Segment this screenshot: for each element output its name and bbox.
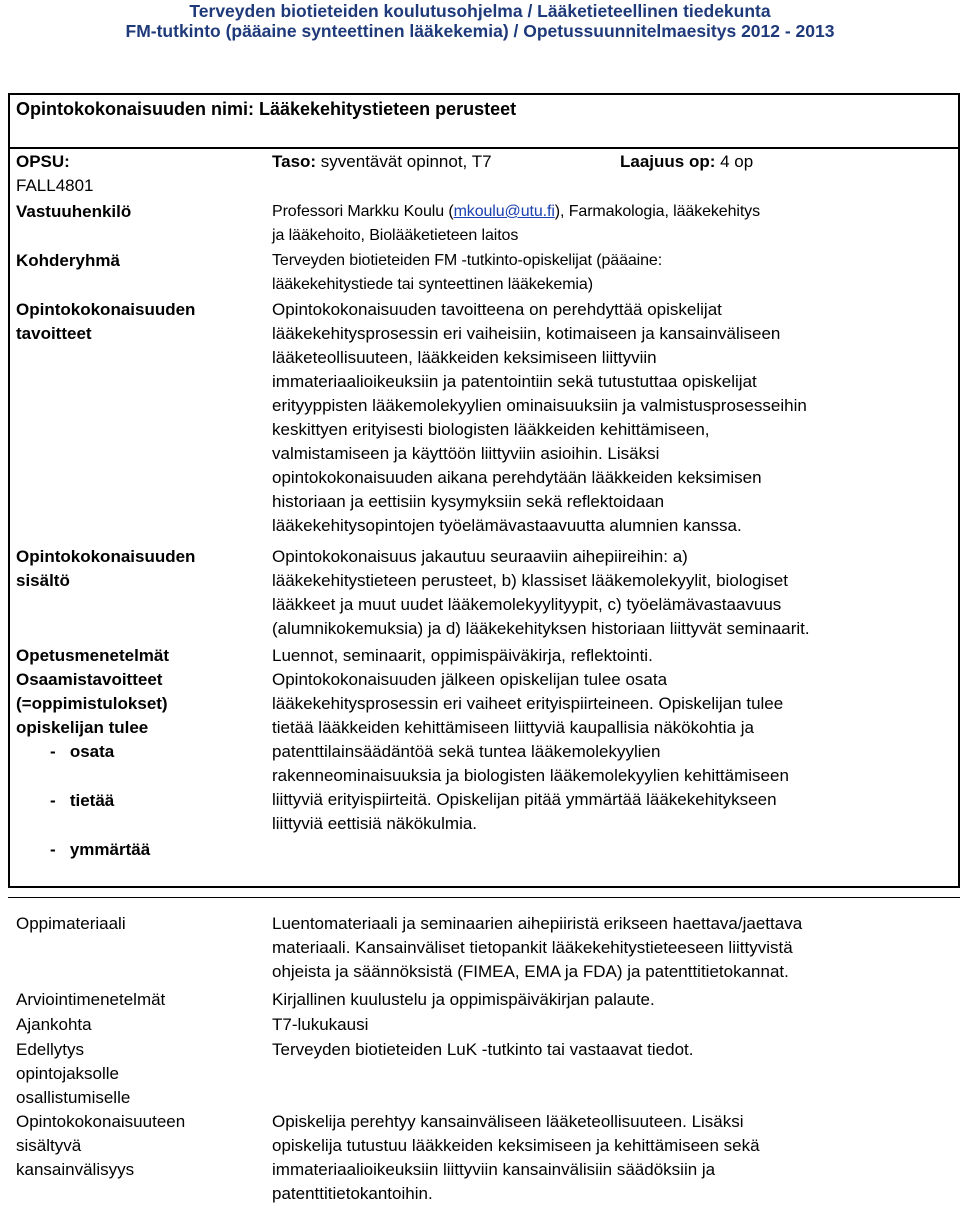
page-title: Opintokokonaisuuden nimi: Lääkekehitystieteen perusteet xyxy=(16,99,517,119)
sisalto-label-line: sisältö xyxy=(16,571,70,590)
taso-field xyxy=(272,150,492,174)
laajuus-value: 4 op xyxy=(715,152,754,171)
text-line: keskittyen erityisesti biologisten lääkkeiden kehittämiseen, xyxy=(272,420,710,439)
document-header xyxy=(0,0,960,41)
vastuuhenkilo-label: Vastuuhenkilö xyxy=(16,202,132,221)
laajuus-label: Laajuus op: xyxy=(620,152,716,171)
text-line: lääkkeet ja muut uudet lääkemolekyylityypit, c) työelämävastaavuus xyxy=(272,595,782,614)
oppimateriaali-label: Oppimateriaali xyxy=(16,914,126,933)
sisalto-label-line: Opintokokonaisuuden xyxy=(16,547,196,566)
table-top-border xyxy=(8,93,960,95)
tavoitteet-label xyxy=(16,298,195,346)
osaamistavoitteet-label-line: opiskelijan tulee xyxy=(16,718,149,737)
bullet-osata: - osata xyxy=(50,742,115,761)
vastuuhenkilo-value xyxy=(272,200,760,248)
text-line: opiskelija tutustuu lääkkeiden keksimiseen ja kehittämiseen sekä xyxy=(272,1136,760,1155)
text-line: ohjeista ja säännöksistä (FIMEA, EMA ja FDA) ja patenttitietokannat. xyxy=(272,962,789,981)
text-line: tietää lääkkeiden kehittämiseen liittyviä kaupallisia näkökohtia ja xyxy=(272,718,754,737)
oppimateriaali-text xyxy=(272,912,802,984)
opsu-label: OPSU: xyxy=(16,152,70,171)
text-line: lääketeollisuuteen, lääkkeiden keksimiseen liittyviin xyxy=(272,348,657,367)
text-line: patenttilainsäädäntöä sekä tuntea lääkemolekyylien xyxy=(272,742,661,761)
opsu-code: FALL4801 xyxy=(16,176,94,195)
text-line: Opiskelija perehtyy kansainväliseen lääketeollisuuteen. Lisäksi xyxy=(272,1112,744,1131)
text-line: materiaali. Kansainväliset tietopankit lääkekehitystieteeseen liittyvistä xyxy=(272,938,793,957)
text-line: Opintokokonaisuuden jälkeen opiskelijan tulee osata xyxy=(272,670,668,689)
laajuus-field xyxy=(620,150,753,174)
text-line: immateriaalioikeuksiin ja patentointiin sekä tutustuttaa opiskelijat xyxy=(272,372,757,391)
header-line-1: Terveyden biotieteiden koulutusohjelma / Lääketieteellinen tiedekunta xyxy=(189,1,771,21)
email-link[interactable]: mkoulu@utu.fi xyxy=(453,203,555,220)
text-line: Opintokokonaisuus jakautuu seuraaviin aihepiireihin: a) xyxy=(272,547,688,566)
table-left-border xyxy=(8,93,10,888)
kansainvalisyys-label xyxy=(16,1110,185,1182)
tavoitteet-text xyxy=(272,298,807,538)
ajankohta-value: T7-lukukausi xyxy=(272,1015,369,1034)
title-row-divider xyxy=(8,147,960,149)
bullet-ymmartaa: - ymmärtää xyxy=(50,840,151,859)
osaamistavoitteet-label-line: Osaamistavoitteet xyxy=(16,670,163,689)
text-line: patenttitietokantoihin. xyxy=(272,1184,433,1203)
text-line: Luentomateriaali ja seminaarien aihepiiristä erikseen haettava/jaettava xyxy=(272,914,803,933)
text-line: historiaan ja eettisiin kysymyksiin sekä reflektoidaan xyxy=(272,492,665,511)
text-line: lääkekehitysopintojen työelämävastaavuutta alumnien kanssa. xyxy=(272,516,742,535)
text-line: erityyppisten lääkemolekyylien ominaisuuksiin ja valmistusprosesseihin xyxy=(272,396,807,415)
tavoitteet-label-line: tavoitteet xyxy=(16,324,92,343)
text-line: liittyviä erityispiirteitä. Opiskelijan pitää ymmärtää lääkekehitykseen xyxy=(272,790,777,809)
text-line: rakenneominaisuuksia ja biologisten lääkemolekyylien kehittämiseen xyxy=(272,766,789,785)
tavoitteet-label-line: Opintokokonaisuuden xyxy=(16,300,196,319)
bullet-tietaa: - tietää xyxy=(50,791,115,810)
osaamistavoitteet-text xyxy=(272,668,789,836)
sisalto-label xyxy=(16,545,195,593)
kansainvalisyys-label-line: sisältyvä xyxy=(16,1136,82,1155)
opsu-cell xyxy=(16,150,94,198)
opetusmenetelmat-value: Luennot, seminaarit, oppimispäiväkirja, reflektointi. xyxy=(272,646,653,665)
text-line: (alumnikokemuksia) ja d) lääkekehityksen historiaan liittyvät seminaarit. xyxy=(272,619,810,638)
text-line: valmistamiseen ja käyttöön liittyviin asioihin. Lisäksi xyxy=(272,444,660,463)
vastuuhenkilo-line2: ja lääkehoito, Biolääketieteen laitos xyxy=(272,227,519,244)
text-line: lääkekehitysprosessin eri vaiheet erityispiirteineen. Opiskelijan tulee xyxy=(272,694,784,713)
vastuuhenkilo-suffix: ), Farmakologia, lääkekehitys xyxy=(554,203,760,220)
osaamistavoitteet-label xyxy=(16,668,168,862)
kohderyhma-value xyxy=(272,249,662,297)
edellytys-label-line: opintojaksolle xyxy=(16,1064,120,1083)
vastuuhenkilo-prefix: Professori Markku Koulu ( xyxy=(272,203,454,220)
kansainvalisyys-label-line: kansainvälisyys xyxy=(16,1160,135,1179)
kansainvalisyys-text xyxy=(272,1110,760,1206)
table2-top-border xyxy=(8,897,960,898)
text-line: opintokokonaisuuden aikana perehdytään lääkkeiden keksimisen xyxy=(272,468,762,487)
text-line: lääkekehitysprosessin eri vaiheisiin, kotimaiseen ja kansainväliseen xyxy=(272,324,781,343)
taso-value: syventävät opinnot, T7 xyxy=(316,152,492,171)
text-line: liittyviä eettisiä näkökulmia. xyxy=(272,814,478,833)
opetusmenetelmat-label: Opetusmenetelmät xyxy=(16,646,170,665)
osaamistavoitteet-label-line: (=oppimistulokset) xyxy=(16,694,168,713)
kansainvalisyys-label-line: Opintokokonaisuuteen xyxy=(16,1112,186,1131)
edellytys-label-line: Edellytys xyxy=(16,1040,85,1059)
edellytys-label-line: osallistumiselle xyxy=(16,1088,131,1107)
kohderyhma-line: lääkekehitystiede tai synteettinen lääkekemia) xyxy=(272,276,593,293)
kohderyhma-label: Kohderyhmä xyxy=(16,251,120,270)
arviointi-label: Arviointimenetelmät xyxy=(16,990,166,1009)
sisalto-text xyxy=(272,545,810,641)
arviointi-value: Kirjallinen kuulustelu ja oppimispäiväkirjan palaute. xyxy=(272,990,655,1009)
text-line: Opintokokonaisuuden tavoitteena on perehdyttää opiskelijat xyxy=(272,300,722,319)
ajankohta-label: Ajankohta xyxy=(16,1015,92,1034)
kohderyhma-line: Terveyden biotieteiden FM -tutkinto-opiskelijat (pääaine: xyxy=(272,252,663,269)
edellytys-label xyxy=(16,1038,130,1110)
table-bottom-border xyxy=(8,886,960,888)
taso-label: Taso: xyxy=(272,152,317,171)
edellytys-value: Terveyden biotieteiden LuK -tutkinto tai vastaavat tiedot. xyxy=(272,1040,694,1059)
text-line: immateriaalioikeuksiin liittyviin kansainvälisiin säädöksiin ja xyxy=(272,1160,716,1179)
header-line-2: FM-tutkinto (pääaine synteettinen lääkekemia) / Opetussuunnitelmaesitys 2012 - 2013 xyxy=(125,21,835,41)
text-line: lääkekehitystieteen perusteet, b) klassiset lääkemolekyylit, biologiset xyxy=(272,571,788,590)
